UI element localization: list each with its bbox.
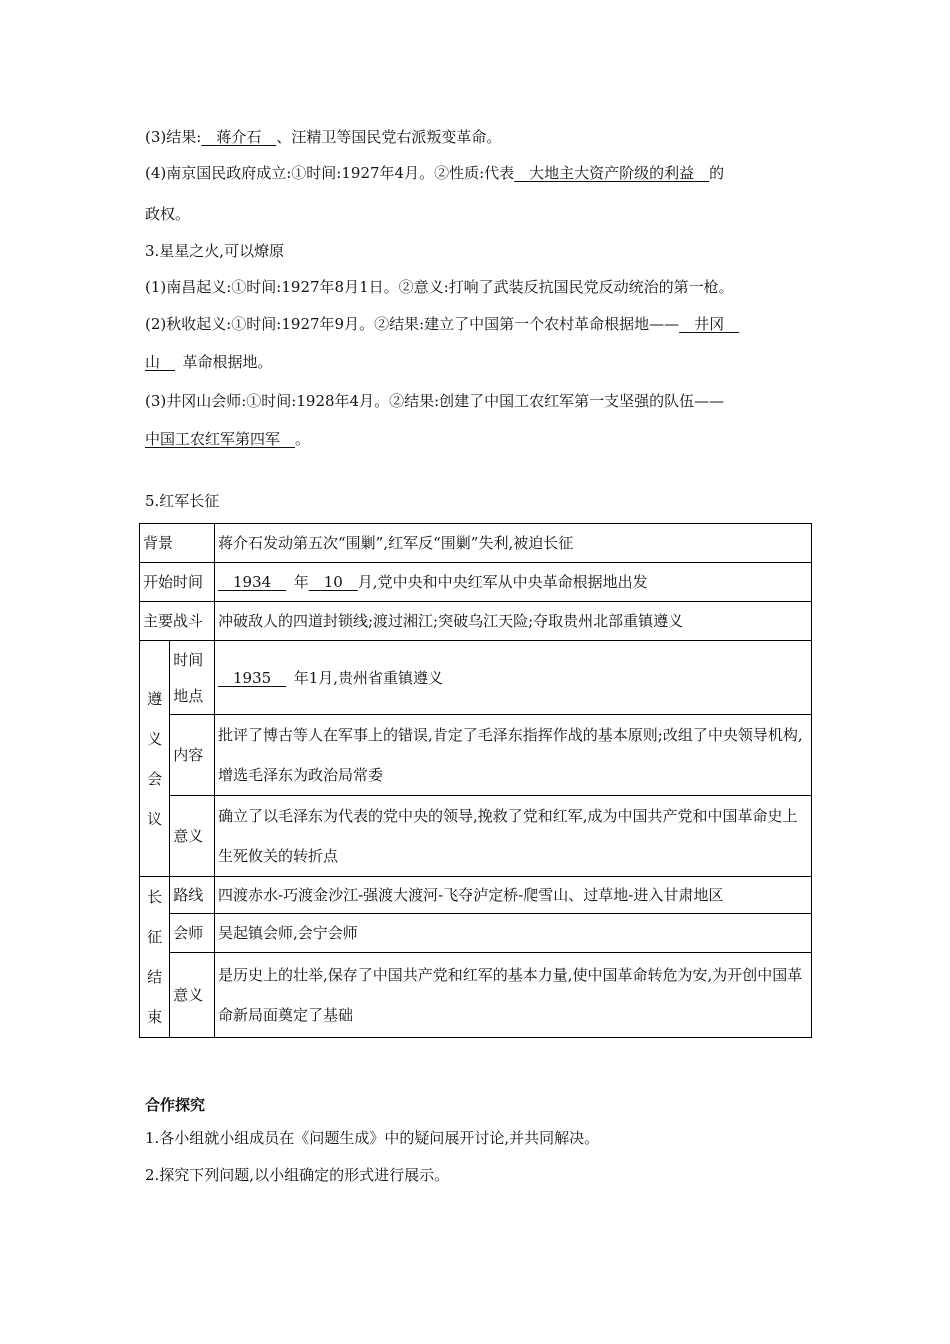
zunyi-conference-label: 遵 义 会 议	[140, 641, 170, 877]
end-meaning-label: 意义	[170, 953, 215, 1038]
nanjing-line: (4)南京国民政府成立:①时间:1927年4月。②性质:代表 大地主大资产阶级的利益 的	[145, 164, 725, 182]
jinggangshan-line-cont: 中国工农红军第四军 。	[145, 430, 311, 448]
background-text: 蒋介石发动第五次“围剿”,红军反“围剿”失利,被迫长征	[215, 524, 812, 563]
table-row	[140, 796, 812, 877]
coop-heading: 合作探究	[145, 1096, 206, 1114]
time-place-text: 1935 年1月,贵州省重镇遵义	[215, 641, 812, 715]
meet-label: 会师	[170, 914, 215, 953]
end-meaning-text: 是历史上的壮举,保存了中国共产党和红军的基本力量,使中国革命转危为安,为开创中国革命新局面奠定了基础	[215, 953, 812, 1038]
table-row	[140, 602, 812, 641]
nanjing-line-cont: 政权。	[145, 205, 191, 223]
route-label: 路线	[170, 877, 215, 914]
zunyi-meaning-text: 确立了以毛泽东为代表的党中央的领导,挽救了党和红军,成为中国共产党和中国革命史上生死攸关的转折点	[215, 796, 812, 877]
autumn-harvest-line-cont: 山 革命根据地。	[145, 353, 273, 371]
content-text: 批评了博古等人在军事上的错误,肯定了毛泽东指挥作战的基本原则;改组了中央领导机构,增选毛泽东为政治局常委	[215, 715, 812, 796]
underlined-answer: 井冈	[694, 315, 725, 333]
coop-item-2: 2.探究下列问题,以小组确定的形式进行展示。	[145, 1166, 450, 1184]
coop-item-1: 1.各小组就小组成员在《问题生成》中的疑问展开讨论,并共同解决。	[145, 1129, 600, 1147]
result-line: (3)结果: 蒋介石 、汪精卫等国民党右派叛变革命。	[145, 128, 502, 146]
start-time-label: 开始时间	[140, 563, 215, 602]
section-3-title: 3.星星之火,可以燎原	[145, 242, 285, 260]
result-label: (3)结果:	[145, 128, 202, 146]
long-march-table	[139, 523, 812, 1038]
table-row	[140, 877, 812, 914]
table-row	[140, 953, 812, 1038]
battles-label: 主要战斗	[140, 602, 215, 641]
meet-text: 吴起镇会师,会宁会师	[215, 914, 812, 953]
underlined-answer: 大地主大资产阶级的利益	[529, 164, 695, 182]
zunyi-meaning-label: 意义	[170, 796, 215, 877]
table-row	[140, 715, 812, 796]
time-place-label: 时间地点	[170, 641, 215, 715]
underlined-answer: 蒋介石	[216, 128, 262, 146]
autumn-harvest-line: (2)秋收起义:①时间:1927年9月。②结果:建立了中国第一个农村革命根据地—— 井冈	[145, 313, 739, 335]
underlined-answer: 山	[145, 353, 161, 371]
long-march-end-label: 长 征 结 束	[140, 877, 170, 1038]
route-text: 四渡赤水-巧渡金沙江-强渡大渡河-飞夺泸定桥-爬雪山、过草地-进入甘肃地区	[215, 877, 812, 914]
table-row	[140, 563, 812, 602]
table-row	[140, 524, 812, 563]
content-label: 内容	[170, 715, 215, 796]
underlined-answer: 中国工农红军第四军	[145, 430, 281, 448]
battles-text: 冲破敌人的四道封锁线;渡过湘江;突破乌江天险;夺取贵州北部重镇遵义	[215, 602, 812, 641]
table-row	[140, 641, 812, 715]
nanchang-line: (1)南昌起义:①时间:1927年8月1日。②意义:打响了武装反抗国民党反动统治的第一枪。	[145, 278, 734, 296]
start-time-text: 1934 年 10 月,党中央和中央红军从中央革命根据地出发	[215, 563, 812, 602]
jinggangshan-line: (3)井冈山会师:①时间:1928年4月。②结果:创建了中国工农红军第一支坚强的队伍——	[145, 392, 725, 410]
table-row	[140, 914, 812, 953]
section-5-title: 5.红军长征	[145, 492, 220, 510]
background-label: 背景	[140, 524, 215, 563]
